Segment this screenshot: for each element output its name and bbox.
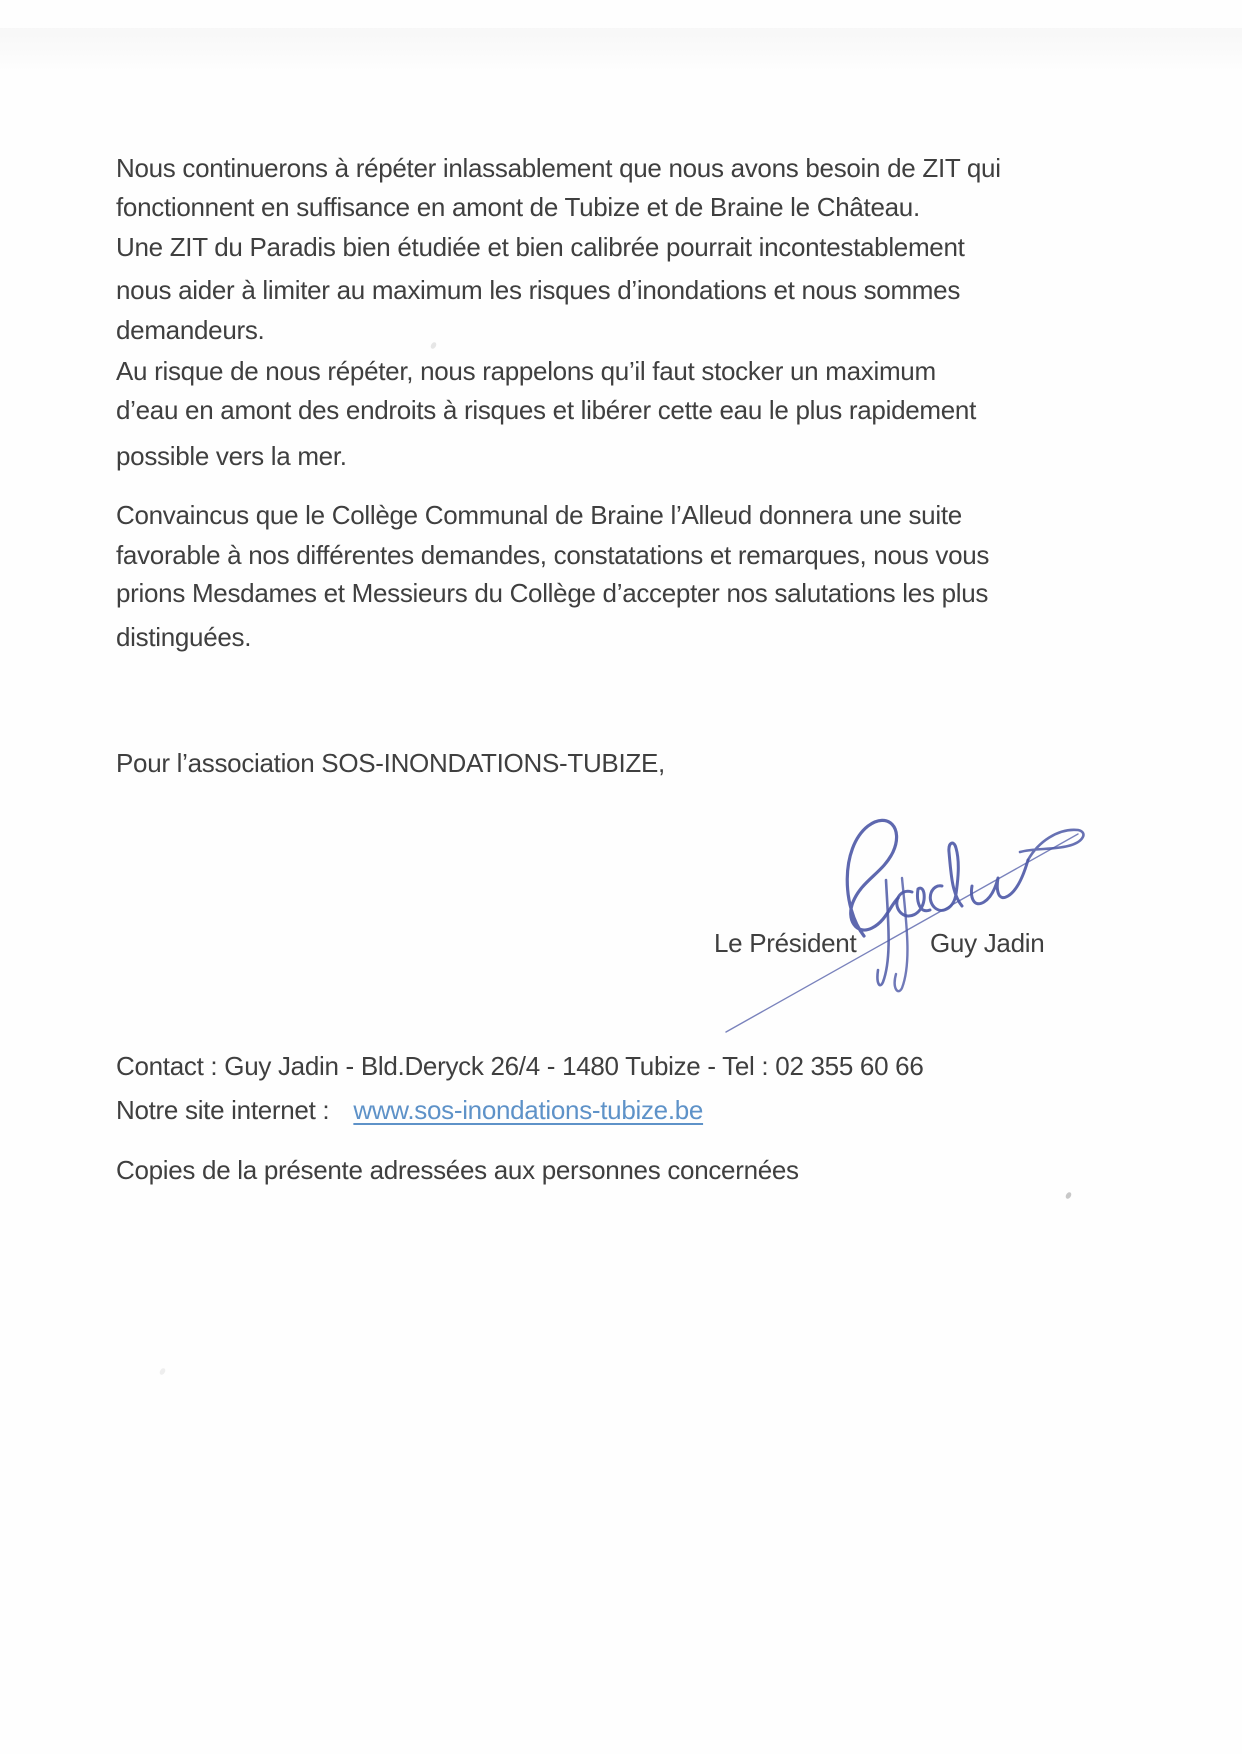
scan-speck (159, 1367, 166, 1375)
contact-line: Contact : Guy Jadin - Bld.Deryck 26/4 - 1480 Tubize - Tel : 02 355 60 66 (116, 1051, 924, 1081)
website-link[interactable]: www.sos-inondations-tubize.be (353, 1095, 704, 1125)
body-line: d’eau en amont des endroits à risques et libérer cette eau le plus rapidement (116, 395, 976, 425)
body-line: Nous continuerons à répéter inlassablement que nous avons besoin de ZIT qui (116, 153, 1001, 183)
closing-line: Pour l’association SOS-INONDATIONS-TUBIZE, (116, 748, 665, 778)
website-line (116, 1094, 703, 1126)
copies-note: Copies de la présente adressées aux personnes concernées (116, 1155, 799, 1185)
body-line: favorable à nos différentes demandes, constatations et remarques, nous vous (116, 540, 990, 570)
body-line: Convaincus que le Collège Communal de Braine l’Alleud donnera une suite (116, 500, 962, 530)
body-line: nous aider à limiter au maximum les risques d’inondations et nous sommes (116, 275, 961, 305)
handwritten-signature-ink (690, 790, 1090, 1050)
scan-speck (430, 341, 437, 349)
body-line: prions Mesdames et Messieurs du Collège d’accepter nos salutations les plus (116, 578, 989, 608)
signatory-title: Le Président (714, 928, 857, 958)
scan-artifact-band (0, 28, 1242, 92)
website-label: Notre site internet : (116, 1095, 330, 1125)
body-line: Au risque de nous répéter, nous rappelons qu’il faut stocker un maximum (116, 356, 936, 386)
body-line: Une ZIT du Paradis bien étudiée et bien calibrée pourrait incontestablement (116, 232, 965, 262)
body-line: possible vers la mer. (116, 441, 347, 471)
body-line: demandeurs. (116, 315, 265, 345)
body-line: fonctionnent en suffisance en amont de Tubize et de Braine le Château. (116, 192, 920, 222)
signatory-name: Guy Jadin (930, 928, 1045, 958)
scan-speck (1065, 1191, 1072, 1199)
body-line: distinguées. (116, 622, 252, 652)
